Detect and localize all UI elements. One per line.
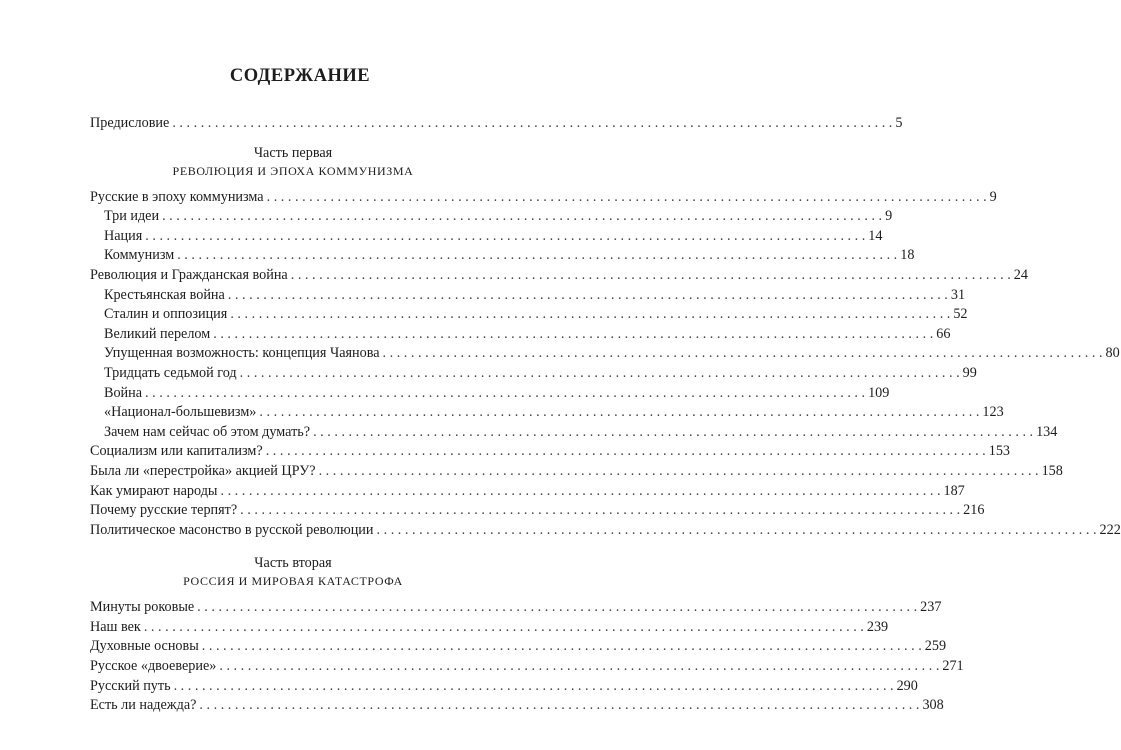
toc-entry-title: Минуты роковые [90, 599, 195, 616]
toc-entry-title: Есть ли надежда? [90, 697, 197, 714]
dot-leader [319, 462, 1039, 482]
toc-entry-title: Почему русские терпят? [90, 502, 238, 519]
dot-leader [291, 266, 1011, 286]
toc-entry-title: Русский путь [90, 677, 171, 694]
toc-entry-title: «Национал-большевизм» [104, 404, 257, 421]
toc-entry-page: 259 [924, 638, 947, 655]
toc-entry [90, 227, 883, 247]
part-one-entries [90, 188, 1121, 541]
toc-entry [90, 482, 965, 502]
dot-leader [174, 677, 894, 697]
toc-entry [90, 442, 1010, 462]
toc-entry-title: Сталин и оппозиция [104, 306, 228, 323]
toc-entry-page: 134 [1036, 423, 1058, 440]
dot-leader [162, 207, 882, 227]
toc-entry-page: 187 [943, 482, 965, 499]
toc-entry-title: Русское «двоеверие» [90, 658, 217, 675]
dot-leader [228, 286, 948, 306]
toc-entry-page: 222 [1099, 521, 1121, 538]
page-title: СОДЕРЖАНИЕ [229, 66, 371, 86]
toc-entry [90, 246, 915, 266]
part-label: Часть вторая [254, 555, 332, 572]
toc-entry [90, 364, 977, 384]
toc-entry-page: 31 [950, 286, 966, 303]
toc-entry-title: Революция и Гражданская война [90, 266, 288, 283]
toc-entry-page: 66 [936, 325, 951, 342]
dot-leader [220, 482, 940, 502]
part-one-heading [90, 144, 496, 180]
toc-entry [90, 501, 985, 521]
toc-entry-title: Духовные основы [90, 638, 199, 655]
table-of-contents [90, 114, 1121, 716]
toc-entry-page: 239 [866, 618, 889, 635]
toc-entry [90, 403, 1004, 423]
part-label: Часть первая [253, 144, 333, 161]
toc-entry-title: Нация [104, 227, 143, 244]
toc-entry [90, 637, 947, 657]
dot-leader [313, 423, 1033, 443]
toc-entry-title: Как умирают народы [90, 482, 218, 499]
toc-entry-page: 99 [962, 364, 977, 381]
toc-entry [90, 305, 968, 325]
toc-entry-page: 216 [963, 502, 985, 519]
dot-leader [267, 188, 987, 208]
toc-entry-page: 80 [1105, 345, 1120, 362]
dot-leader [383, 344, 1103, 364]
dot-leader [145, 384, 865, 404]
toc-entry [90, 696, 944, 716]
dot-leader [213, 325, 933, 345]
dot-leader [240, 501, 960, 521]
part-subtitle: РЕВОЛЮЦИЯ И ЭПОХА КОММУНИЗМА [172, 163, 414, 178]
dot-leader [240, 364, 960, 384]
toc-entry [90, 344, 1120, 364]
dot-leader [266, 442, 986, 462]
dot-leader [259, 403, 979, 423]
toc-entry-title: Была ли «перестройка» акцией ЦРУ? [90, 462, 316, 479]
toc-entry-page: 9 [885, 208, 893, 225]
toc-entry [90, 598, 942, 618]
toc-entry-title: Война [104, 384, 143, 401]
toc-entry [90, 188, 997, 208]
dot-leader [199, 696, 919, 716]
toc-entry [90, 384, 890, 404]
toc-entry-title: Крестьянская война [104, 286, 225, 303]
dot-leader [172, 114, 892, 134]
toc-entry-page: 158 [1041, 462, 1063, 479]
toc-entry-page: 109 [868, 384, 890, 401]
dot-leader [177, 246, 897, 266]
toc-entry-title: Упущенная возможность: концепция Чаянова [104, 345, 380, 362]
toc-entry-page: 123 [982, 404, 1004, 421]
toc-entry-page: 290 [896, 677, 918, 694]
toc-entry-title: Зачем нам сейчас об этом думать? [104, 423, 311, 440]
part-two-entries [90, 598, 964, 716]
toc-entry-page: 14 [868, 227, 883, 244]
toc-entry-page: 308 [922, 697, 944, 714]
dot-leader [202, 637, 922, 657]
toc-entry-page: 24 [1013, 266, 1028, 283]
toc-entry [90, 325, 951, 345]
toc-entry-page: 9 [989, 188, 997, 205]
toc-entry-page: 237 [920, 599, 942, 616]
toc-entry [90, 266, 1028, 286]
toc-entry-title: Политическое масонство в русской революции [90, 521, 374, 538]
toc-entry [90, 462, 1063, 482]
toc-entry [90, 207, 893, 227]
dot-leader [377, 521, 1097, 541]
toc-entry [90, 521, 1121, 541]
part-subtitle: РОССИЯ И МИРОВАЯ КАТАСТРОФА [183, 574, 403, 589]
part-two-heading [90, 554, 496, 590]
toc-entry-title: Тридцать седьмой год [104, 364, 237, 381]
toc-entry [90, 677, 918, 697]
toc-entry-title: Великий перелом [104, 325, 211, 342]
toc-entry-page: 18 [900, 247, 915, 264]
toc-entry-preface [90, 114, 903, 134]
toc-entry-title: Наш век [90, 618, 141, 635]
toc-entry [90, 657, 964, 677]
dot-leader [230, 305, 950, 325]
toc-entry-page: 271 [942, 658, 964, 675]
toc-entry-page: 153 [988, 443, 1010, 460]
toc-entry-page: 5 [895, 115, 903, 131]
toc-entry-title: Три идеи [104, 208, 160, 225]
toc-entry-title: Социализм или капитализм? [90, 443, 263, 460]
toc-entry-title: Русские в эпоху коммунизма [90, 188, 264, 205]
toc-entry [90, 286, 966, 306]
toc-entry-title: Предисловие [90, 115, 170, 131]
dot-leader [144, 618, 864, 638]
dot-leader [219, 657, 939, 677]
toc-entry-title: Коммунизм [104, 247, 175, 264]
toc-entry-page: 52 [953, 306, 968, 323]
dot-leader [145, 227, 865, 247]
dot-leader [197, 598, 917, 618]
toc-entry [90, 423, 1058, 443]
toc-entry [90, 618, 889, 638]
